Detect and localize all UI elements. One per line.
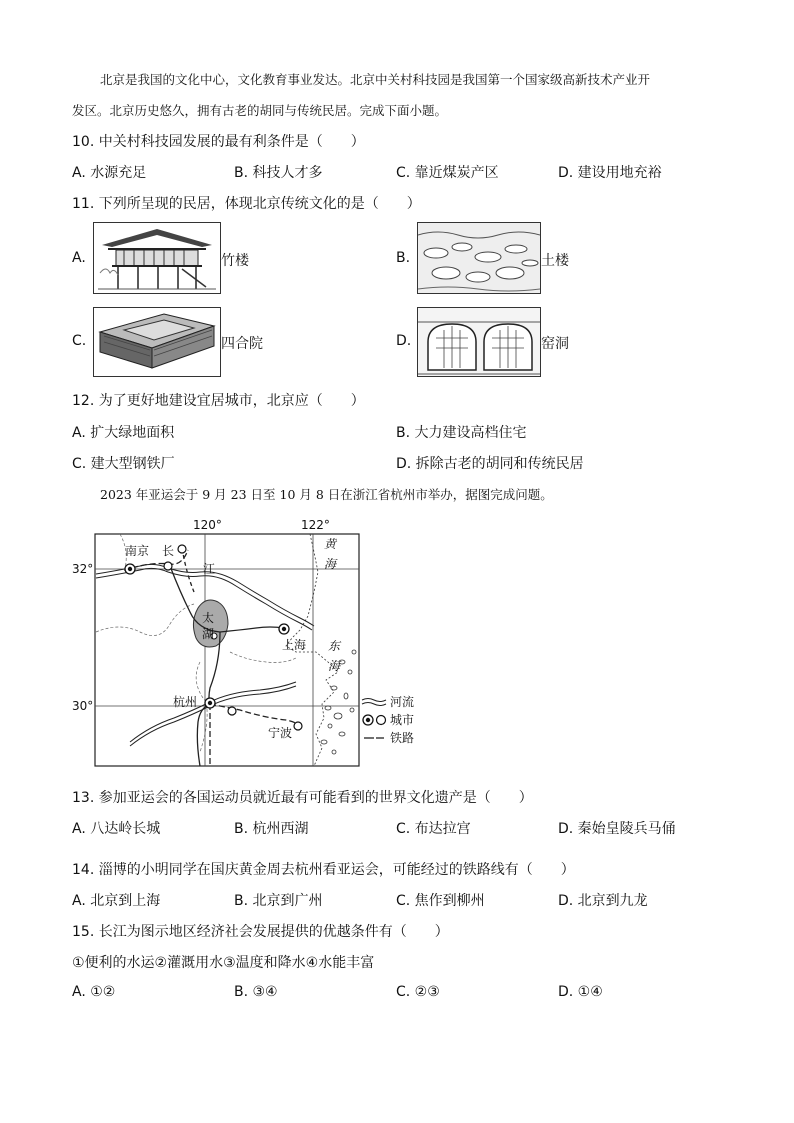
label-donghai-sea: 海: [328, 659, 341, 673]
q10-option-c[interactable]: C. 靠近煤炭产区: [396, 165, 499, 181]
label-huanghai-sea: 海: [324, 557, 337, 571]
lon-label-122: 122°: [301, 518, 330, 532]
legend-city: 城市: [390, 713, 415, 727]
intro-line-1: 北京是我国的文化中心，文化教育事业发达。北京中关村科技园是我国第一个国家级高新技术产业开: [100, 72, 651, 87]
lat-label-30: 30°: [72, 699, 94, 713]
q15-option-b[interactable]: B. ③④: [234, 984, 278, 1000]
earth-building-image: [417, 222, 541, 294]
q15-option-c[interactable]: C. ②③: [396, 984, 440, 1000]
q13-option-c[interactable]: C. 布达拉宫: [396, 821, 471, 837]
q14-option-b[interactable]: B. 北京到广州: [234, 893, 323, 909]
label-dong: 东: [328, 639, 341, 653]
q11-option-a-caption: 竹楼: [221, 253, 249, 269]
q15-option-a[interactable]: A. ①②: [72, 984, 116, 1000]
label-ningbo: 宁波: [268, 726, 293, 740]
q14-option-d[interactable]: D. 北京到九龙: [558, 893, 648, 909]
legend-river: 河流: [390, 695, 415, 709]
q11-option-c-caption: 四合院: [221, 336, 263, 352]
city-zhenjiang: [164, 562, 172, 570]
q10-stem: 10. 中关村科技园发展的最有利条件是（ ）: [72, 134, 365, 150]
bamboo-house-image: [93, 222, 221, 294]
label-hangzhou: 杭州: [173, 695, 198, 709]
label-chang: 长: [162, 544, 175, 558]
city-hangzhou: [205, 698, 215, 708]
q12-option-a[interactable]: A. 扩大绿地面积: [72, 425, 175, 441]
q14-option-c[interactable]: C. 焦作到柳州: [396, 893, 485, 909]
courtyard-house-image: [93, 307, 221, 377]
q13-option-b[interactable]: B. 杭州西湖: [234, 821, 309, 837]
city-yangzhou: [178, 545, 186, 553]
q12-stem: 12. 为了更好地建设宜居城市，北京应（ ）: [72, 393, 365, 409]
intro-line-2: 发区。北京历史悠久，拥有古老的胡同与传统民居。完成下面小题。: [72, 103, 448, 118]
intro2-text: 2023 年亚运会于 9 月 23 日至 10 月 8 日在浙江省杭州市举办，据图完成问题。: [100, 487, 553, 502]
q11-option-c-letter[interactable]: C.: [72, 333, 87, 349]
q11-stem: 11. 下列所呈现的民居，体现北京传统文化的是（ ）: [72, 196, 421, 212]
label-tai: 太: [202, 611, 215, 625]
map-figure: [70, 512, 420, 772]
q10-option-a[interactable]: A. 水源充足: [72, 165, 147, 181]
city-shaoxing: [228, 707, 236, 715]
q15-stem: 15. 长江为图示地区经济社会发展提供的优越条件有（ ）: [72, 924, 449, 940]
map-legend: [362, 694, 414, 745]
q13-option-d[interactable]: D. 秦始皇陵兵马俑: [558, 821, 676, 837]
q11-option-b-letter[interactable]: B.: [396, 250, 411, 266]
q11-option-a-letter[interactable]: A.: [72, 250, 86, 266]
q11-option-d-caption: 窑洞: [541, 336, 569, 352]
q13-stem: 13. 参加亚运会的各国运动员就近最有可能看到的世界文化遗产是（ ）: [72, 790, 533, 806]
q15-statements: ①便利的水运②灌溉用水③温度和降水④水能丰富: [72, 955, 375, 971]
q10-option-b[interactable]: B. 科技人才多: [234, 165, 323, 181]
lat-label-32: 32°: [72, 562, 94, 576]
legend-railway: 铁路: [390, 731, 415, 745]
q12-option-d[interactable]: D. 拆除古老的胡同和传统民居: [396, 456, 584, 472]
label-nanjing: 南京: [125, 544, 150, 558]
label-jiang: 江: [203, 562, 216, 576]
q12-option-c[interactable]: C. 建大型钢铁厂: [72, 456, 175, 472]
q12-option-b[interactable]: B. 大力建设高档住宅: [396, 425, 527, 441]
lon-label-120: 120°: [193, 518, 222, 532]
q14-stem: 14. 淄博的小明同学在国庆黄金周去杭州看亚运会，可能经过的铁路线有（ ）: [72, 862, 575, 878]
label-shanghai: 上海: [282, 638, 307, 652]
city-shanghai: [279, 624, 289, 634]
q11-option-b-caption: 土楼: [541, 253, 569, 269]
label-huang: 黄: [324, 537, 337, 551]
city-ningbo: [294, 722, 302, 730]
q14-option-a[interactable]: A. 北京到上海: [72, 893, 161, 909]
cave-dwelling-image: [417, 307, 541, 377]
q10-option-d[interactable]: D. 建设用地充裕: [558, 165, 662, 181]
q15-option-d[interactable]: D. ①④: [558, 984, 603, 1000]
q11-option-d-letter[interactable]: D.: [396, 333, 412, 349]
city-nanjing: [125, 564, 135, 574]
q13-option-a[interactable]: A. 八达岭长城: [72, 821, 161, 837]
label-hu: 湖: [202, 627, 215, 641]
